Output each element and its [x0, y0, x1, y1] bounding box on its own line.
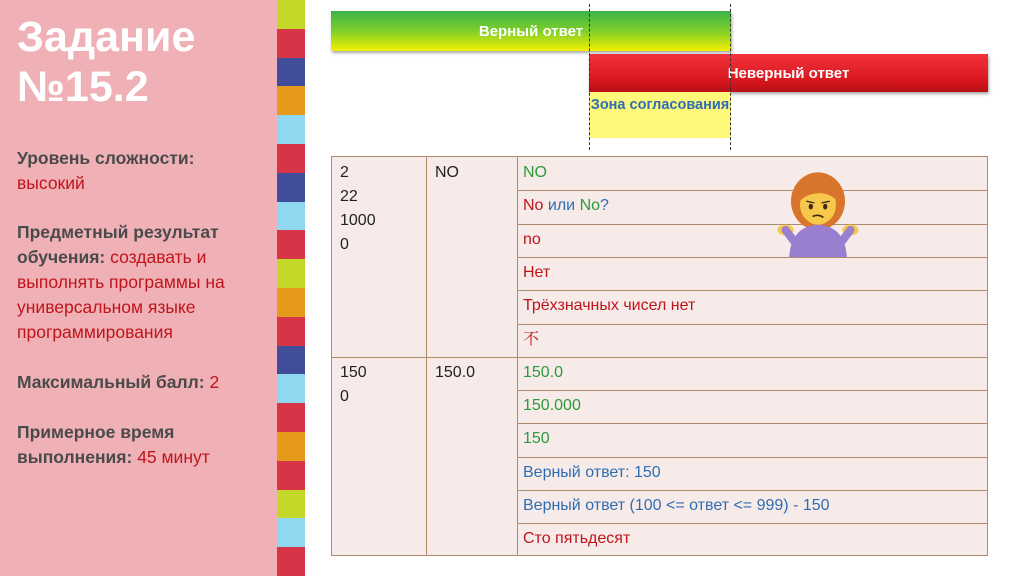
- row-divider: [517, 224, 987, 225]
- answer-text: ?: [600, 197, 609, 215]
- difficulty-level: [17, 146, 275, 196]
- max-score: [17, 370, 275, 395]
- answer-text: или: [543, 197, 580, 215]
- row-divider: [517, 324, 987, 325]
- row-divider: [517, 490, 987, 491]
- color-stripes: [277, 0, 305, 576]
- color-stripe: [277, 202, 305, 231]
- answer-cell: [523, 194, 609, 218]
- color-stripe: [277, 317, 305, 346]
- difficulty-value: высокий: [17, 173, 85, 193]
- answer-cell: [523, 494, 830, 518]
- output-cell: 150.0: [435, 363, 476, 381]
- max-score-label: Максимальный балл:: [17, 372, 205, 392]
- answer-text: Сто пятьдесят: [523, 530, 631, 548]
- color-stripe: [277, 288, 305, 317]
- input-cell: 150 0: [340, 363, 367, 405]
- row-divider: [517, 523, 987, 524]
- color-stripe: [277, 461, 305, 490]
- color-stripe: [277, 58, 305, 87]
- answer-text: Трёхзначных чисел нет: [523, 297, 696, 315]
- learning-result: [17, 220, 275, 345]
- color-stripe: [277, 259, 305, 288]
- answer-text: Нет: [523, 263, 551, 281]
- answer-cell: [523, 328, 539, 352]
- color-stripe: [277, 346, 305, 375]
- color-stripe: [277, 490, 305, 519]
- color-stripe: [277, 86, 305, 115]
- answer-text: 150: [523, 430, 550, 448]
- agreement-zone: [589, 92, 731, 138]
- max-score-value: 2: [209, 372, 220, 392]
- person-shrugging-icon: [773, 166, 863, 258]
- color-stripe: [277, 432, 305, 461]
- answer-text: No: [579, 197, 601, 215]
- color-stripe: [277, 0, 305, 29]
- answer-text: 150.000: [523, 397, 581, 415]
- estimated-time-value: 45 минут: [137, 447, 210, 467]
- row-divider: [517, 390, 987, 391]
- color-stripe: [277, 230, 305, 259]
- row-divider: [517, 190, 987, 191]
- correct-answer-bar: Верный ответ: [331, 11, 731, 51]
- color-stripe: [277, 173, 305, 202]
- answer-cell: [523, 361, 563, 385]
- answer-cell: [523, 394, 581, 418]
- difficulty-label: Уровень сложности:: [17, 148, 195, 168]
- answer-cell: [523, 527, 630, 551]
- row-divider: [517, 290, 987, 291]
- color-stripe: [277, 115, 305, 144]
- row-divider: [517, 423, 987, 424]
- agreement-zone-label: Зона согласования: [590, 97, 730, 113]
- zone-boundary-right: [730, 4, 731, 150]
- color-stripe: [277, 518, 305, 547]
- color-stripe: [277, 547, 305, 576]
- answer-text: No: [523, 197, 544, 215]
- answer-cell: [523, 228, 541, 252]
- answer-text: Верный ответ: 150: [523, 463, 661, 481]
- answer-text: NO: [523, 164, 547, 181]
- wrong-answer-bar: Неверный ответ: [589, 54, 988, 92]
- learning-result-label: Предметный результат обучения:: [17, 222, 219, 267]
- answer-cell: [523, 427, 550, 451]
- page-title: Задание №15.2: [17, 13, 196, 111]
- answer-text: 150.0: [523, 363, 564, 381]
- answer-cell: [523, 461, 661, 485]
- answer-text: Верный ответ (100 <= ответ <= 999) - 150: [523, 497, 830, 514]
- zone-boundary-left: [589, 4, 590, 150]
- answer-text: 不: [523, 330, 540, 348]
- estimated-time-label: Примерное время выполнения:: [17, 422, 175, 467]
- answer-cell: [523, 294, 695, 318]
- answer-text: no: [523, 230, 541, 248]
- answer-cell: [523, 161, 547, 185]
- row-divider: [517, 457, 987, 458]
- answer-cell: [523, 261, 550, 285]
- group-divider: [332, 357, 987, 358]
- left-panel: [0, 0, 277, 576]
- color-stripe: [277, 144, 305, 173]
- input-cell: 2 22 1000 0: [340, 164, 376, 253]
- row-divider: [517, 257, 987, 258]
- learning-result-value: создавать и выполнять программы на универсальном языке программирования: [17, 247, 225, 342]
- answers-table: [331, 156, 988, 556]
- estimated-time: [17, 420, 275, 470]
- output-cell: NO: [435, 164, 459, 181]
- color-stripe: [277, 374, 305, 403]
- color-stripe: [277, 403, 305, 432]
- color-stripe: [277, 29, 305, 58]
